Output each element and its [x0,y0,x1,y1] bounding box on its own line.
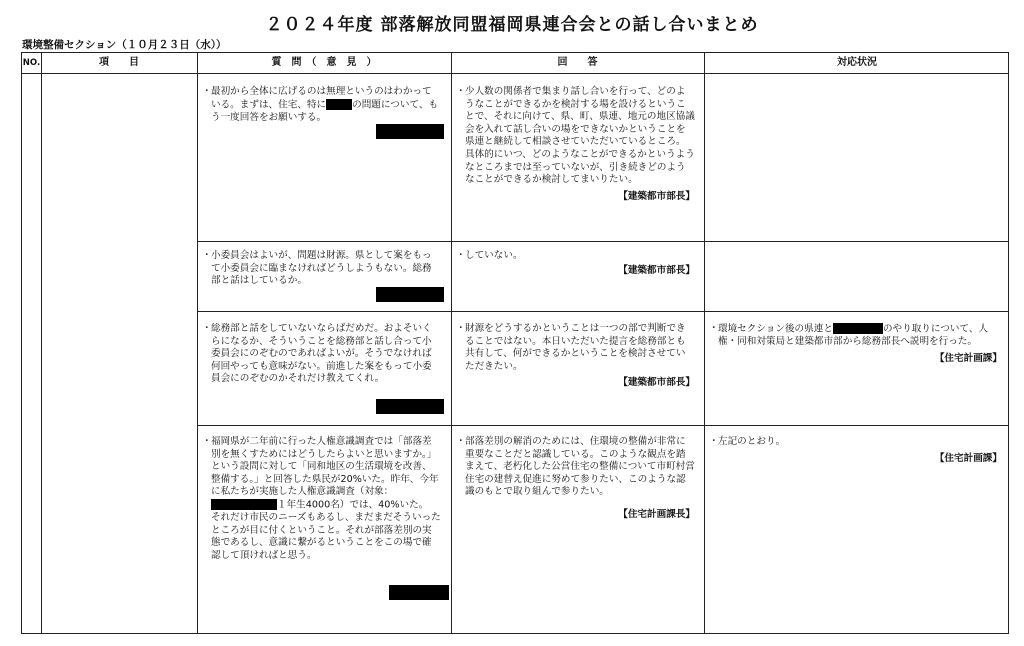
row3-answer: ・ 財源をどうするかということは一つの部で判断できることではない。本日いただいた提言を総務部とも共有して、何ができるかということを検討させていただきたい。 【建築都市部長】 [456,323,695,389]
redaction [211,499,277,510]
status-dept: 【住宅計画課】 [934,452,1002,464]
row2-answer: ・ していない。 【建築都市部長】 [456,250,695,276]
row3-status: ・ 環境セクション後の県連と のやり取りについて、人権・同和対策局と建築都市部から総務部長へ説明を行った。 【住宅計画課】 [709,323,1002,364]
header-answer: 回 答 [557,57,598,68]
document-title: ２０２４年度 部落解放同盟福岡県連合会との話し合いまとめ [265,15,759,35]
row3-question: ・ 総務部と話をしていないならばだめだ。およそいくらになるか、そういうことを総務部と話し合って小委員会にのぞむのであればよいが。そうでなければ何回やっても意味がない。前進した案をもって小委員会にのぞむのかそれだけ教えてくれ。 [202,323,432,385]
header-question: 質 問 （ 意 見 ） [271,57,377,68]
redaction [376,287,444,302]
redaction [376,399,444,414]
status-dept: 【住宅計画課】 [934,352,1002,364]
answer-dept: 【住宅計画課長】 [618,508,695,520]
header-item: 項 目 [99,57,139,68]
row4-question: ・ 福岡県が二年前に行った人権意識調査では「部落差別を無くすためにはどうしたらよいと思いますか。」という設問に対して「同和地区の生活環境を改善、整備する。」と回答した県民が20%いた。昨年、今年に私たちが実施した人権意識調査（対象：１年生4000名）では、40%いた。 それだけ市民のニーズもあるし、まだまだそういったところが目に付くということ。それが部落差別の実態であるし、意識に繋がるということをこの場で確認して頂ければと思う。 [202,436,441,561]
row2-question: ・ 小委員会はよいが、問題は財源。県として案をもって小委員会に臨まなければどうしようもない。総務部と話はしているか。 [202,250,432,287]
redaction [376,124,444,139]
answer-dept: 【建築都市部長】 [618,264,695,276]
row4-answer: ・ 部落差別の解消のためには、住環境の整備が非常に重要なことだと認識している。このような観点を踏まえて、老朽化した公営住宅の整備について市町村営住宅の建替え促進に努めて参りたい、このような認識のもとで取り組んで参りたい。 【住宅計画課長】 [456,436,695,520]
redaction [389,585,449,600]
row4-status: ・ 左記のとおり。 【住宅計画課】 [709,436,1002,464]
header-status: 対応状況 [837,57,877,68]
minutes-table [21,52,1009,634]
answer-dept: 【建築都市部長】 [618,190,695,202]
row1-question: ・ 最初から全体に広げるのは無理というのはわかっている。まずは、住宅、特に の問題について、もう一度回答をお願いする。 [202,86,439,123]
header-no: NO. [22,58,41,68]
redaction [326,99,352,110]
answer-dept: 【建築都市部長】 [618,377,695,389]
section-label: 環境整備セクション（１０月２３日（水）） [22,39,227,51]
row1-answer: ・ 少人数の関係者で集まり話し合いを行って、どのようなことができるかを検討する場を設けるということで、それに向けて、県、町、県連、地元の地区協議会を入れて話し合いの場をできないかということを県連と継続して相談させていただいているところ。具体的にいつ、どのようなことができるかというようなところまでは至っていないが、引き続きどのようなことができるか検討してまいりたい。 【建築都市部長】 [456,86,695,202]
redaction [833,323,883,334]
